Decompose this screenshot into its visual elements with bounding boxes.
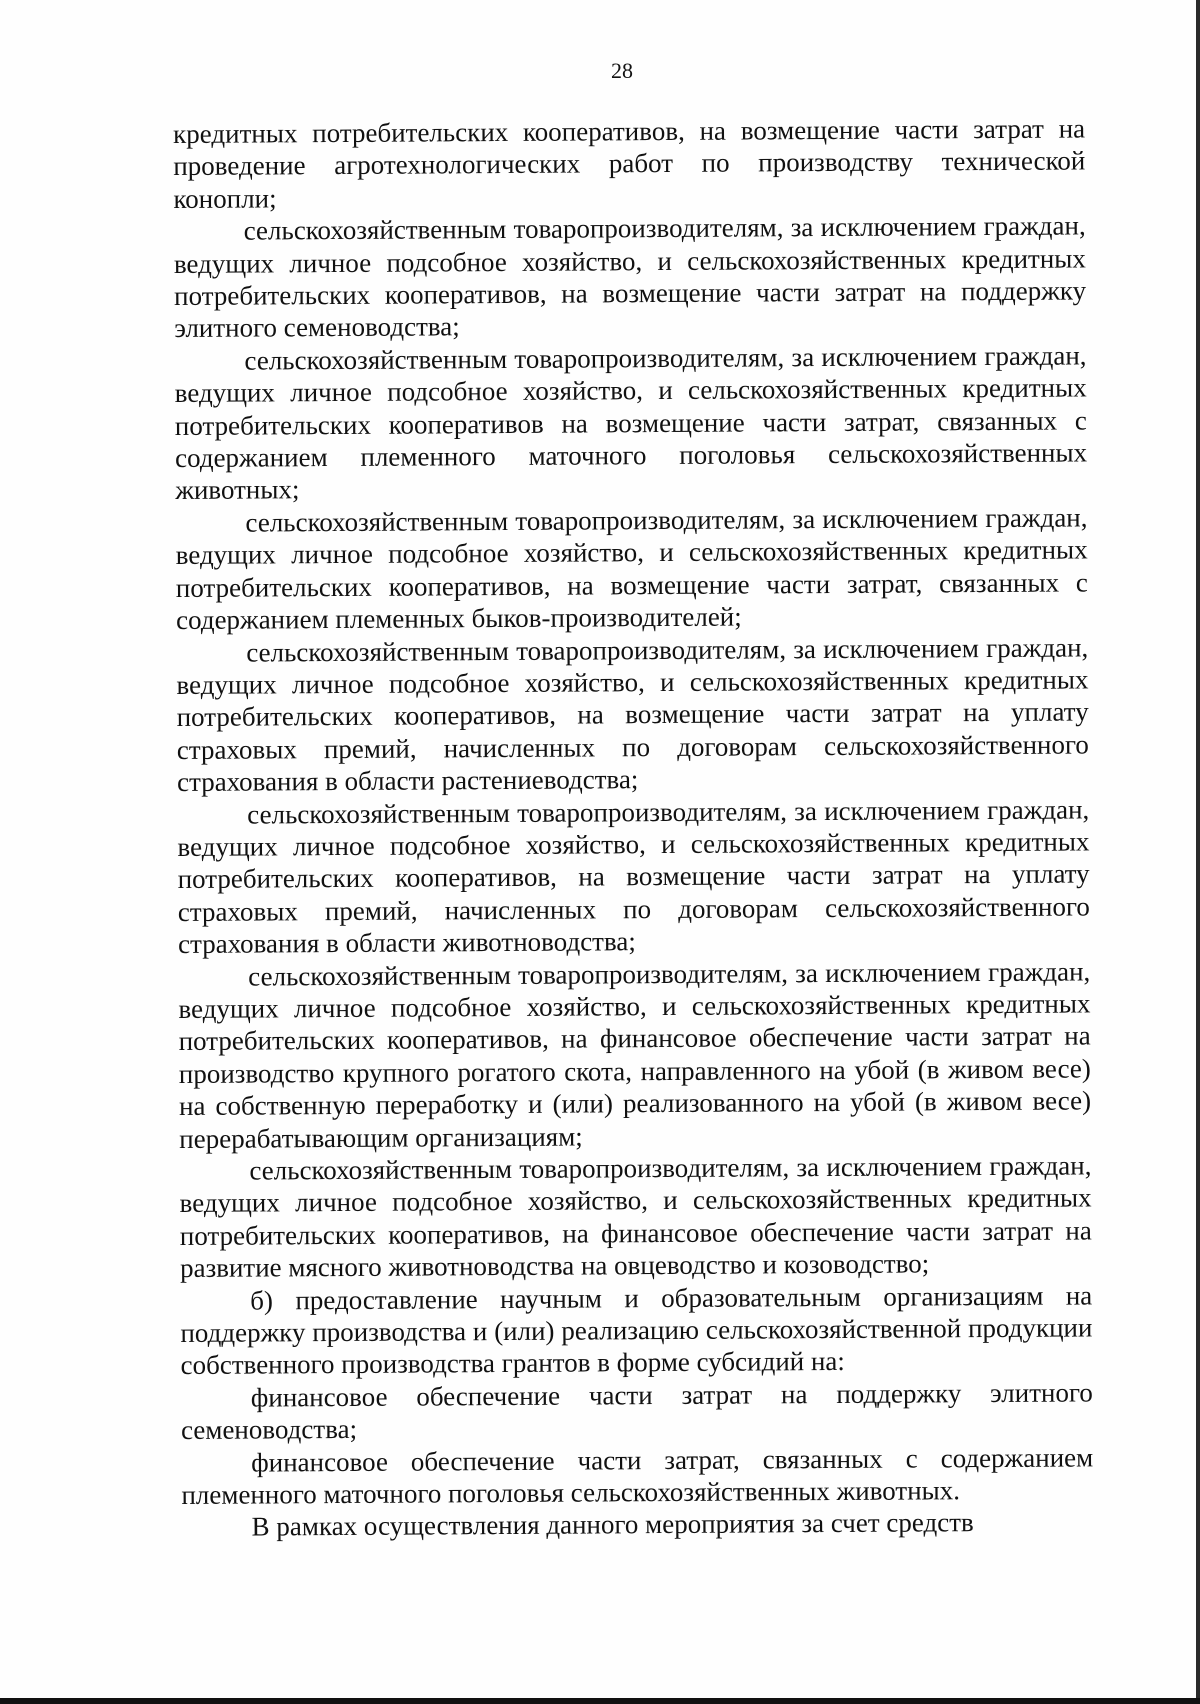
scan-edge-bottom [0, 1698, 1200, 1704]
paragraph-6: сельскохозяйственным товаропроизводителям, за исключением граждан, ведущих личное подсобное хозяйство, и сельскохозяйственных кредитных потребительских кооперативов, на возмещение части затрат на уплату страховых премий, начисленных по договорам сельскохозяйственного страхования в области животноводства; [177, 793, 1090, 960]
paragraph-7: сельскохозяйственным товаропроизводителям, за исключением граждан, ведущих личное подсобное хозяйство, и сельскохозяйственных кредитных потребительских кооперативов, на финансовое обеспечение части затрат на производство крупного рогатого скота, направленного на убой (в живом весе) на собственную переработку и (или) реализованного на убой (в живом весе) перерабатывающим организациям; [178, 955, 1092, 1154]
paragraph-8: сельскохозяйственным товаропроизводителям, за исключением граждан, ведущих личное подсобное хозяйство, и сельскохозяйственных кредитных потребительских кооперативов, на финансовое обеспечение части затрат на развитие мясного животноводства на овцеводство и козоводство; [179, 1150, 1092, 1284]
paragraph-4: сельскохозяйственным товаропроизводителям, за исключением граждан, ведущих личное подсобное хозяйство, и сельскохозяйственных кредитных потребительских кооперативов, на возмещение части затрат, связанных с содержанием племенных быков-производителей; [175, 502, 1088, 636]
scan-edge-right [1196, 0, 1200, 1704]
paragraph-1: кредитных потребительских кооперативов, на возмещение части затрат на проведение агротехнологических работ по производству технической конопли; [173, 113, 1086, 214]
paragraph-2: сельскохозяйственным товаропроизводителям, за исключением граждан, ведущих личное подсобное хозяйство, и сельскохозяйственных кредитных потребительских кооперативов, на возмещение части затрат на поддержку элитного семеноводства; [173, 210, 1087, 344]
paragraph-9: б) предоставление научным и образовательным организациям на поддержку производства и (или) реализацию сельскохозяйственной продукции собственного производства грантов в форме субсидий на: [180, 1280, 1093, 1381]
paragraph-10: финансовое обеспечение части затрат на поддержку элитного семеноводства; [180, 1377, 1093, 1446]
paragraph-3: сельскохозяйственным товаропроизводителям, за исключением граждан, ведущих личное подсобное хозяйство, и сельскохозяйственных кредитных потребительских кооперативов на возмещение части затрат, связанных с содержанием племенного маточного поголовья сельскохозяйственных животных; [174, 340, 1088, 506]
paragraph-11: финансовое обеспечение части затрат, связанных с содержанием племенного маточного поголовья сельскохозяйственных животных. [181, 1442, 1094, 1511]
paragraph-5: сельскохозяйственным товаропроизводителям, за исключением граждан, ведущих личное подсобное хозяйство, и сельскохозяйственных кредитных потребительских кооперативов, на возмещение части затрат на уплату страховых премий, начисленных по договорам сельскохозяйственного страхования в области растениеводства; [176, 631, 1089, 798]
document-body [173, 112, 1094, 1543]
paragraph-12: В рамках осуществления данного мероприятия за счет средств [251, 1507, 974, 1543]
page-number: 28 [611, 58, 633, 83]
